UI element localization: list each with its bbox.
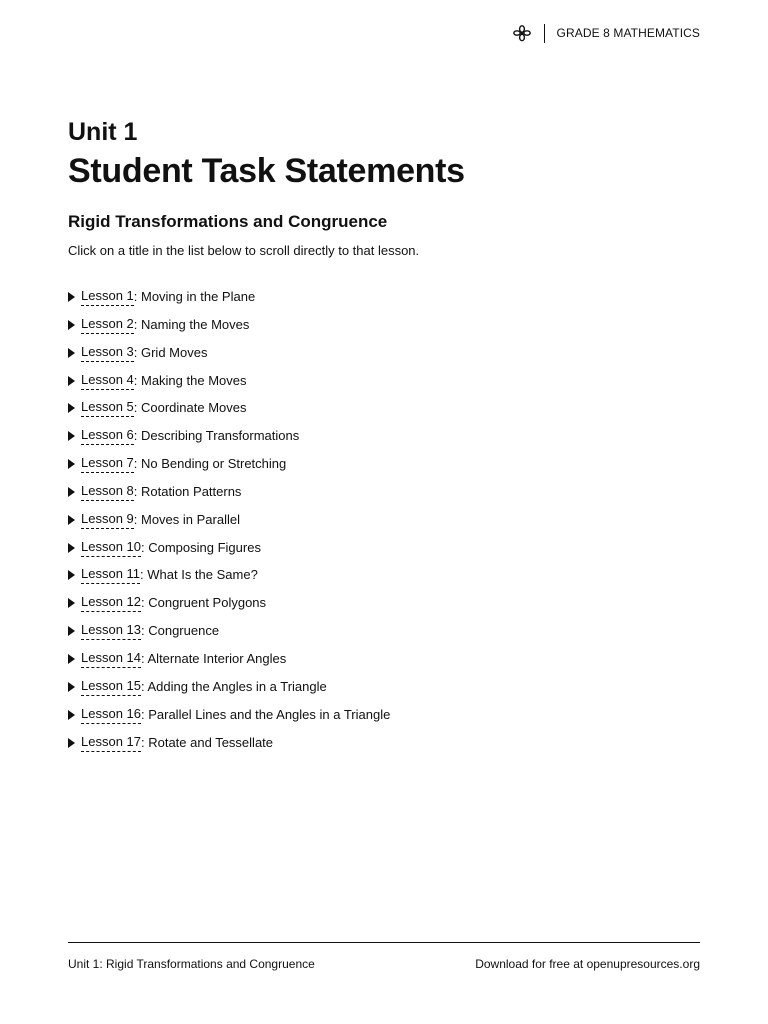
lesson-list-item bbox=[68, 371, 390, 399]
triangle-bullet-icon bbox=[68, 403, 75, 413]
lesson-title: : Rotation Patterns bbox=[133, 483, 242, 499]
lesson-list-item bbox=[68, 398, 390, 426]
lesson-2-link[interactable]: Lesson 2 bbox=[81, 315, 134, 334]
page-header bbox=[512, 22, 700, 44]
lesson-title: : What Is the Same? bbox=[140, 567, 258, 583]
flower-logo-icon bbox=[512, 23, 532, 43]
lesson-list-item bbox=[68, 593, 390, 621]
triangle-bullet-icon bbox=[68, 738, 75, 748]
lesson-list-item bbox=[68, 426, 390, 454]
lesson-list-item bbox=[68, 621, 390, 649]
lesson-title: : Composing Figures bbox=[141, 539, 261, 555]
page-title: Student Task Statements bbox=[68, 152, 465, 190]
lesson-list-item bbox=[68, 649, 390, 677]
lesson-title: : No Bending or Stretching bbox=[133, 456, 287, 472]
triangle-bullet-icon bbox=[68, 570, 75, 580]
lesson-6-link[interactable]: Lesson 6 bbox=[81, 426, 134, 445]
unit-label: Unit 1 bbox=[68, 118, 138, 146]
triangle-bullet-icon bbox=[68, 320, 75, 330]
lesson-10-link[interactable]: Lesson 10 bbox=[81, 538, 141, 557]
lesson-title: : Rotate and Tessellate bbox=[141, 734, 274, 750]
lesson-title: : Making the Moves bbox=[133, 372, 247, 388]
lesson-list-item bbox=[68, 565, 390, 593]
footer-divider bbox=[68, 942, 700, 943]
lesson-list-item bbox=[68, 677, 390, 705]
lesson-list-item bbox=[68, 287, 390, 315]
lesson-title: : Naming the Moves bbox=[133, 316, 250, 332]
lesson-14-link[interactable]: Lesson 14 bbox=[81, 649, 141, 668]
triangle-bullet-icon bbox=[68, 348, 75, 358]
lesson-list-item bbox=[68, 538, 390, 566]
lesson-16-link[interactable]: Lesson 16 bbox=[81, 705, 141, 724]
lesson-title: : Grid Moves bbox=[133, 344, 208, 360]
lesson-title: : Congruence bbox=[141, 623, 220, 639]
triangle-bullet-icon bbox=[68, 654, 75, 664]
lesson-8-link[interactable]: Lesson 8 bbox=[81, 482, 134, 501]
triangle-bullet-icon bbox=[68, 292, 75, 302]
lesson-list-item bbox=[68, 482, 390, 510]
lesson-list-item bbox=[68, 733, 390, 761]
lesson-4-link[interactable]: Lesson 4 bbox=[81, 371, 134, 390]
lesson-list-item bbox=[68, 315, 390, 343]
lesson-list-item bbox=[68, 454, 390, 482]
triangle-bullet-icon bbox=[68, 682, 75, 692]
header-title: GRADE 8 MATHEMATICS bbox=[556, 26, 700, 40]
lesson-title: : Coordinate Moves bbox=[133, 400, 247, 416]
triangle-bullet-icon bbox=[68, 515, 75, 525]
triangle-bullet-icon bbox=[68, 487, 75, 497]
lesson-17-link[interactable]: Lesson 17 bbox=[81, 733, 141, 752]
lesson-list-item bbox=[68, 705, 390, 733]
lesson-title: : Parallel Lines and the Angles in a Triangle bbox=[141, 706, 391, 722]
triangle-bullet-icon bbox=[68, 459, 75, 469]
triangle-bullet-icon bbox=[68, 543, 75, 553]
triangle-bullet-icon bbox=[68, 598, 75, 608]
lesson-list-item bbox=[68, 343, 390, 371]
triangle-bullet-icon bbox=[68, 431, 75, 441]
footer-unit-label: Unit 1: Rigid Transformations and Congruence bbox=[68, 957, 315, 971]
lesson-title: : Alternate Interior Angles bbox=[141, 650, 287, 666]
lesson-5-link[interactable]: Lesson 5 bbox=[81, 398, 134, 417]
header-divider bbox=[544, 24, 545, 43]
lesson-11-link[interactable]: Lesson 11 bbox=[81, 565, 140, 584]
lesson-7-link[interactable]: Lesson 7 bbox=[81, 454, 134, 473]
triangle-bullet-icon bbox=[68, 710, 75, 720]
lesson-list bbox=[68, 287, 390, 760]
lesson-15-link[interactable]: Lesson 15 bbox=[81, 677, 141, 696]
lesson-title: : Moves in Parallel bbox=[133, 511, 240, 527]
lesson-title: : Adding the Angles in a Triangle bbox=[141, 678, 327, 694]
lesson-list-item bbox=[68, 510, 390, 538]
lesson-title: : Moving in the Plane bbox=[133, 289, 256, 304]
instruction-text: Click on a title in the list below to scroll directly to that lesson. bbox=[68, 243, 420, 258]
footer-download-note: Download for free at openupresources.org bbox=[475, 957, 700, 971]
lesson-title: : Describing Transformations bbox=[133, 428, 300, 444]
lesson-1-link[interactable]: Lesson 1 bbox=[81, 287, 134, 306]
unit-subtitle: Rigid Transformations and Congruence bbox=[68, 212, 388, 231]
triangle-bullet-icon bbox=[68, 626, 75, 636]
triangle-bullet-icon bbox=[68, 376, 75, 386]
lesson-title: : Congruent Polygons bbox=[141, 595, 267, 611]
lesson-9-link[interactable]: Lesson 9 bbox=[81, 510, 134, 529]
lesson-13-link[interactable]: Lesson 13 bbox=[81, 621, 141, 640]
lesson-12-link[interactable]: Lesson 12 bbox=[81, 593, 141, 612]
lesson-3-link[interactable]: Lesson 3 bbox=[81, 343, 134, 362]
